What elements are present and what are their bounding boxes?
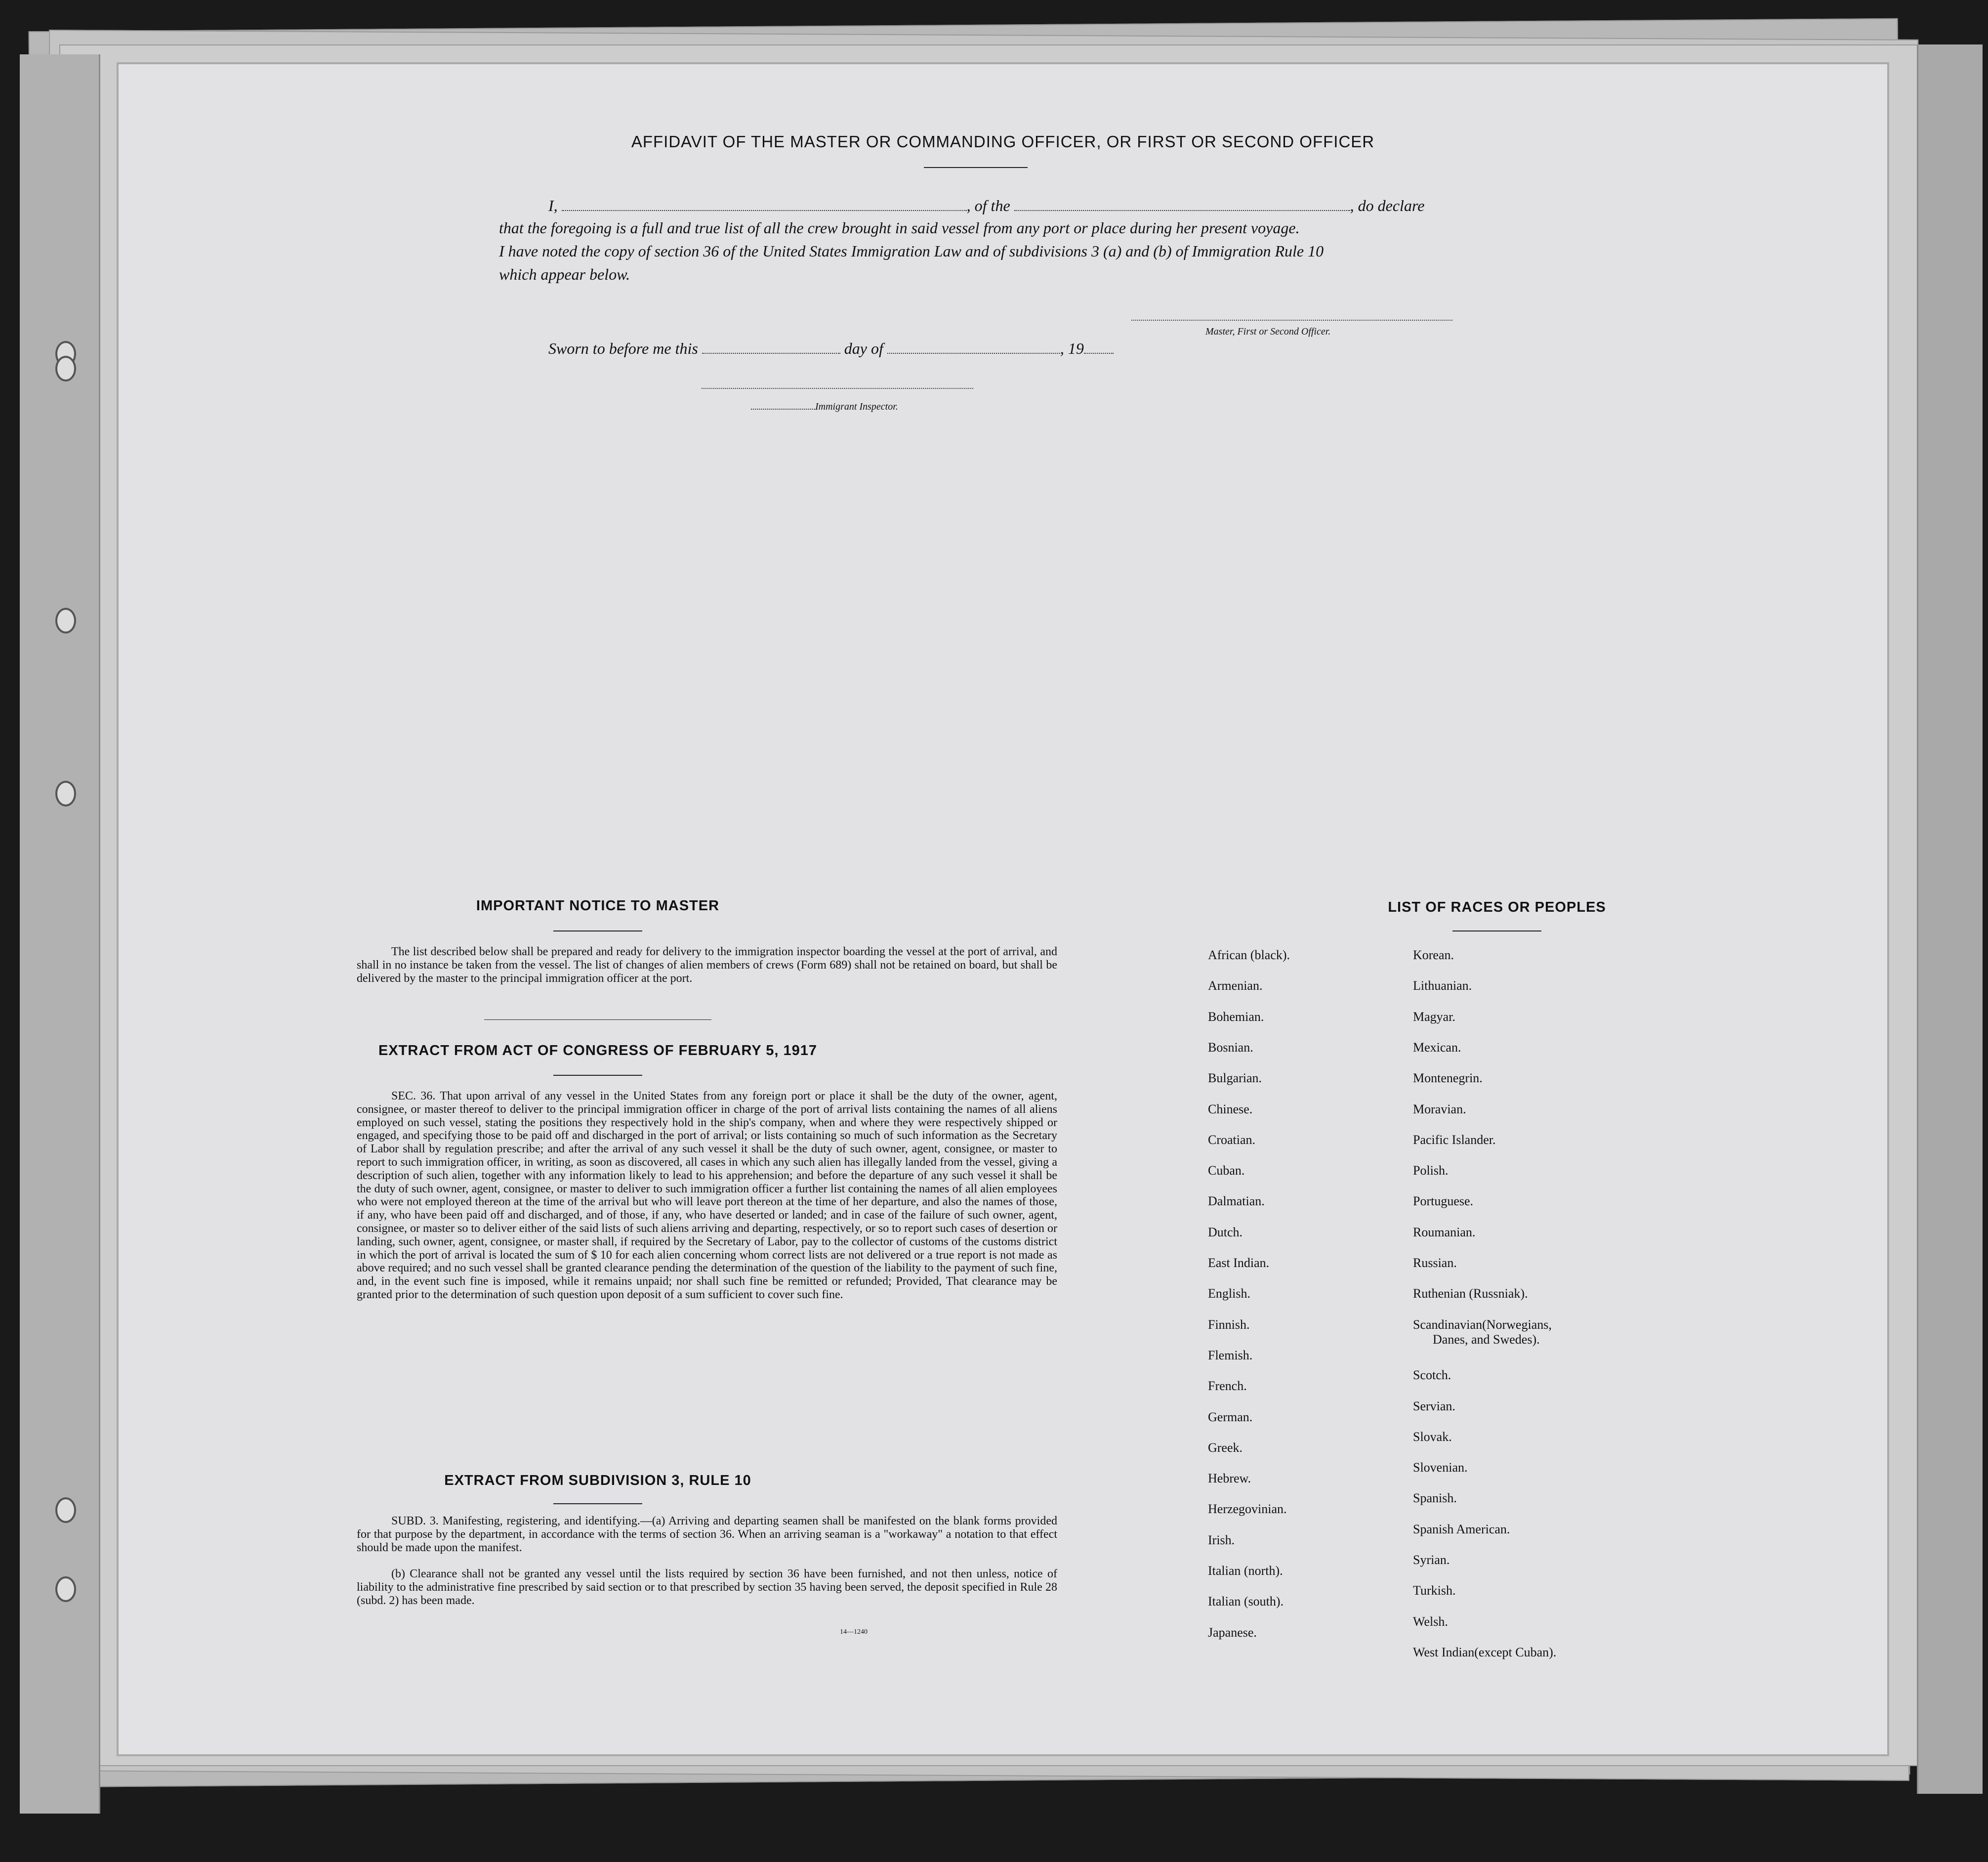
- binder-hole-icon: [55, 781, 76, 806]
- rule-heading: EXTRACT FROM SUBDIVISION 3, RULE 10: [444, 1473, 751, 1488]
- rule-text-b-body: (b) Clearance shall not be granted any vessel until the lists required by section 36 have been furnished, and not then unless, notice of liability to the administrative fine prescribed by said section or to that prescribed by section 35 having been served, the deposit specified in Rule 28 (subd. 2) has been made.: [357, 1567, 1057, 1607]
- declaration-line-2: that the foregoing is a full and true list of all the crew brought in said vessel from any port or place during her present voyage.: [499, 219, 1300, 237]
- race-item: Slovak.: [1413, 1430, 1452, 1444]
- race-item: Slovenian.: [1413, 1460, 1468, 1475]
- race-item: Lithuanian.: [1413, 978, 1472, 993]
- sworn-year-blank[interactable]: [1084, 353, 1114, 354]
- name-blank[interactable]: [562, 210, 967, 211]
- binder-hole-icon: [55, 608, 76, 634]
- race-item: Dutch.: [1208, 1225, 1243, 1239]
- race-item: Scandinavian(Norwegians,: [1413, 1317, 1552, 1332]
- races-heading: LIST OF RACES OR PEOPLES: [1388, 899, 1606, 915]
- race-item: Spanish.: [1413, 1491, 1457, 1505]
- race-item: Bosnian.: [1208, 1040, 1253, 1055]
- race-item: Scotch.: [1413, 1368, 1451, 1382]
- rule-text-b: [357, 1567, 1057, 1607]
- race-item: German.: [1208, 1410, 1253, 1424]
- declaration-line-4: which appear below.: [499, 265, 630, 283]
- race-item: Greek.: [1208, 1440, 1243, 1455]
- manifest-page: [119, 64, 1887, 1754]
- race-item: Irish.: [1208, 1533, 1235, 1547]
- race-item: Turkish.: [1413, 1583, 1456, 1598]
- race-item: French.: [1208, 1379, 1247, 1393]
- binder-hole-icon: [55, 356, 76, 381]
- declaration-line-3: I have noted the copy of section 36 of the United States Immigration Law and of subdivisions 3 (a) and (b) of Immigration Rule 10: [499, 242, 1324, 260]
- race-item: Armenian.: [1208, 978, 1263, 993]
- race-item: Magyar.: [1413, 1010, 1455, 1024]
- binding-strip-left: [20, 54, 100, 1814]
- race-item: Dalmatian.: [1208, 1194, 1265, 1208]
- act-divider: [553, 1075, 642, 1076]
- notice-text-body: The list described below shall be prepared and ready for delivery to the immigration inspector boarding the vessel at the port of arrival, and shall in no instance be taken from the vessel. The list of changes of alien members of crews (Form 689) shall not be retained on board, but shall be delivered by the master to the principal immigration officer at the port.: [357, 945, 1057, 985]
- inspector-dots: [751, 409, 815, 410]
- race-item: Italian (north).: [1208, 1564, 1283, 1578]
- rule-divider: [553, 1503, 642, 1504]
- race-item: Roumanian.: [1413, 1225, 1476, 1239]
- notice-end-divider: [484, 1019, 711, 1020]
- notice-heading: IMPORTANT NOTICE TO MASTER: [476, 898, 720, 914]
- act-heading: EXTRACT FROM ACT OF CONGRESS OF FEBRUARY 5, 1917: [378, 1043, 818, 1058]
- race-item: Japanese.: [1208, 1625, 1257, 1640]
- race-item: Cuban.: [1208, 1163, 1245, 1178]
- act-text-body: SEC. 36. That upon arrival of any vessel in the United States from any foreign port or place it shall be the duty of the owner, agent, consignee, or master thereof to deliver to the principal immigration officer in charge of the port of arrival lists containing the names of all aliens employed on such vessel, stating the positions they respectively hold in the ship's company, when and where they were respectively shipped or engaged, and specifying those to be paid off and discharged in the port of arrival; or lists containing so much of such information as the Secretary of Labor shall by regulation prescribe; and after the arrival of any such vessel it shall be the duty of such owner, agent, consignee, or master to report to such immigration officer, in writing, as soon as discovered, all cases in which any such alien has illegally landed from the vessel, giving a description of such alien, together with any information likely to lead to his apprehension; and before the departure of any such vessel it shall be the duty of such owner, agent, consignee, or master to deliver to such immigration officer a further list containing the names of all alien employees who were not employed thereon at the time of the arrival but who will leave port thereon at the time of her departure, and also the names of those, if any, who have been paid off and discharged, and of those, if any, who have deserted or landed; and in case of the failure of such owner, agent, consignee, or master so to deliver either of the said lists of such aliens arriving and departing, respectively, or so to report such cases of desertion or landing, such owner, agent, consignee, or master shall, if required by the Secretary of Labor, pay to the collector of customs of the customs district in which the port of arrival is located the sum of $ 10 for each alien concerning whom correct lists are not delivered or a true report is not made as above required; and no such vessel shall be granted clearance pending the determination of the question of the liability to the payment of such fine, and, in the event such fine is imposed, while it remains unpaid; nor shall such fine be remitted or refunded; Provided, That clearance may be granted prior to the determination of such question upon deposit of a sum sufficient to cover such fine.: [357, 1090, 1057, 1301]
- race-item: Syrian.: [1413, 1553, 1450, 1567]
- race-item: Danes, and Swedes).: [1433, 1332, 1540, 1347]
- sworn-month-blank[interactable]: [887, 353, 1060, 354]
- sworn-day-of: day of: [844, 339, 883, 357]
- title-divider: [924, 167, 1028, 168]
- sworn-day-blank[interactable]: [702, 353, 840, 354]
- race-item: Finnish.: [1208, 1317, 1250, 1332]
- race-item: West Indian(except Cuban).: [1413, 1645, 1557, 1659]
- declaration-of-the: , of the: [966, 197, 1010, 214]
- declaration-declare: , do declare: [1350, 197, 1425, 214]
- vessel-blank[interactable]: [1014, 210, 1350, 211]
- inspector-caption-line: [751, 401, 898, 413]
- race-item: Spanish American.: [1413, 1522, 1510, 1536]
- race-item: English.: [1208, 1286, 1250, 1301]
- race-item: Mexican.: [1413, 1040, 1461, 1055]
- signature-blank[interactable]: [1131, 320, 1452, 321]
- notice-text: [357, 945, 1057, 985]
- race-item: Pacific Islander.: [1413, 1133, 1496, 1147]
- race-item: Bulgarian.: [1208, 1071, 1262, 1085]
- race-item: Herzegovinian.: [1208, 1502, 1287, 1516]
- race-item: Servian.: [1413, 1399, 1455, 1413]
- race-item: Korean.: [1413, 948, 1454, 962]
- declaration-line: [548, 197, 1586, 215]
- race-item: Hebrew.: [1208, 1471, 1251, 1485]
- race-item: Croatian.: [1208, 1133, 1256, 1147]
- race-item: Ruthenian (Russniak).: [1413, 1286, 1528, 1301]
- race-item: Flemish.: [1208, 1348, 1253, 1362]
- binder-hole-icon: [55, 1576, 76, 1602]
- binding-strip-right: [1917, 44, 1983, 1794]
- rule-text-a: [357, 1515, 1057, 1554]
- race-item: Welsh.: [1413, 1614, 1448, 1629]
- race-item: Chinese.: [1208, 1102, 1253, 1116]
- signature-caption: Master, First or Second Officer.: [1205, 326, 1331, 337]
- sworn-line: [548, 339, 1114, 358]
- race-item: Portuguese.: [1413, 1194, 1474, 1208]
- race-item: African (black).: [1208, 948, 1290, 962]
- race-item: Moravian.: [1413, 1102, 1466, 1116]
- race-item: Polish.: [1413, 1163, 1449, 1178]
- inspector-signature-blank[interactable]: [702, 388, 973, 389]
- race-item: East Indian.: [1208, 1256, 1270, 1270]
- inspector-caption: Immigrant Inspector.: [815, 401, 898, 412]
- race-item: Russian.: [1413, 1256, 1457, 1270]
- rule-text-a-body: SUBD. 3. Manifesting, registering, and identifying.—(a) Arriving and departing seamen shall be manifested on the blank forms provided for that purpose by the department, in accordance with the terms of section 36. When an arriving seaman is a "workaway" a notation to that effect should be made upon the manifest.: [357, 1515, 1057, 1554]
- affidavit-title: AFFIDAVIT OF THE MASTER OR COMMANDING OFFICER, OR FIRST OR SECOND OFFICER: [631, 132, 1375, 151]
- race-item: Montenegrin.: [1413, 1071, 1483, 1085]
- act-text: [357, 1090, 1057, 1302]
- binder-hole-icon: [55, 1497, 76, 1523]
- race-item: Italian (south).: [1208, 1594, 1284, 1608]
- sworn-prefix: Sworn to before me this: [548, 339, 698, 357]
- race-item: Bohemian.: [1208, 1010, 1264, 1024]
- sworn-year: , 19: [1060, 339, 1084, 357]
- form-number: 14—1240: [840, 1628, 868, 1636]
- declaration-i: I,: [548, 197, 558, 214]
